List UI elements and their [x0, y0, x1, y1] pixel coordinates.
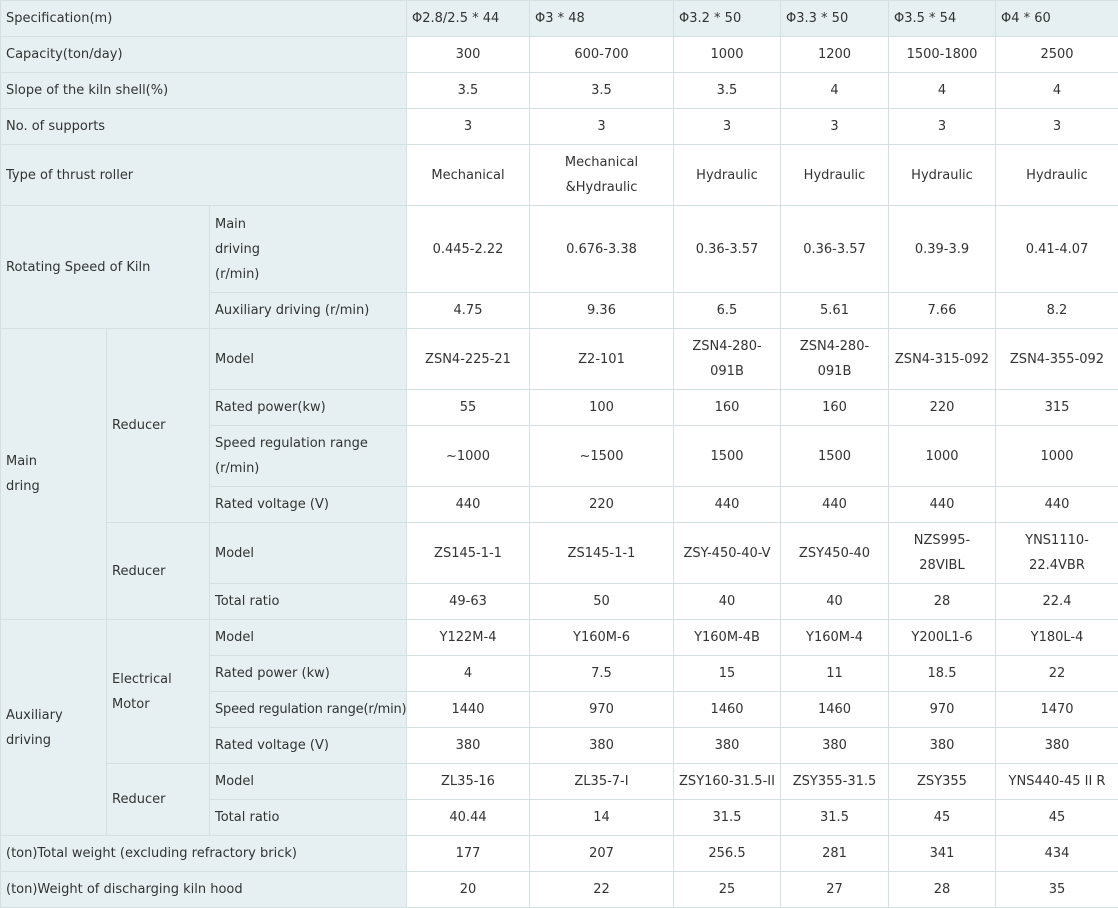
table-cell: 2500	[996, 37, 1118, 73]
cell-line: ZSY-450-40-V	[683, 546, 770, 561]
table-cell: 20	[407, 872, 530, 908]
row-label-slope: Slope of the kiln shell(%)	[1, 73, 407, 109]
table-cell: 380	[781, 728, 889, 764]
table-cell: Y122M-4	[407, 620, 530, 656]
table-cell: 7.66	[889, 293, 996, 329]
table-cell: 31.5	[674, 800, 781, 836]
table-cell	[889, 329, 996, 390]
table-cell: 1500	[781, 426, 889, 487]
table-cell: 1000	[996, 426, 1118, 487]
table-cell: 1460	[674, 692, 781, 728]
table-cell: 160	[781, 390, 889, 426]
table-cell: 31.5	[781, 800, 889, 836]
table-cell	[781, 329, 889, 390]
table-cell: 3	[889, 109, 996, 145]
table-cell: 440	[407, 487, 530, 523]
row-ad-motor-model	[1, 620, 1118, 656]
table-cell	[407, 329, 530, 390]
cell-line: ZSN4-315-092	[895, 352, 989, 367]
table-cell: 1500	[674, 426, 781, 487]
table-cell: 3	[781, 109, 889, 145]
table-cell: 380	[407, 728, 530, 764]
table-cell: 1000	[674, 37, 781, 73]
table-cell	[996, 145, 1118, 206]
group-label-main-dring	[1, 329, 107, 620]
table-cell: 0.39-3.9	[889, 206, 996, 293]
row-hood-weight	[1, 872, 1118, 908]
table-cell: ZSY355-31.5	[781, 764, 889, 800]
row-total-weight	[1, 836, 1118, 872]
cell-line: ZS145-1-1	[568, 546, 636, 561]
table-cell: 440	[996, 487, 1118, 523]
table-cell	[889, 145, 996, 206]
row-label-rated-voltage: Rated voltage (V)	[210, 728, 407, 764]
row-label-specification: Specification(m)	[1, 1, 407, 37]
table-cell: 3	[674, 109, 781, 145]
table-cell: 380	[530, 728, 674, 764]
table-cell: ZL35-16	[407, 764, 530, 800]
column-header: Φ4 * 60	[996, 1, 1118, 37]
row-label-speed-range: Speed regulation range(r/min)	[210, 692, 407, 728]
row-label-model: Model	[210, 620, 407, 656]
table-cell: 160	[674, 390, 781, 426]
row-supports	[1, 109, 1118, 145]
column-header: Φ3.3 * 50	[781, 1, 889, 37]
table-cell	[996, 329, 1118, 390]
table-cell: Y160M-6	[530, 620, 674, 656]
table-cell: 1200	[781, 37, 889, 73]
table-cell: 3	[996, 109, 1118, 145]
label-line: driving	[215, 242, 260, 257]
table-cell: YNS440-45 II R	[996, 764, 1118, 800]
row-label-model: Model	[210, 523, 407, 584]
table-cell: 3.5	[674, 73, 781, 109]
cell-line: ZSN4-280-	[800, 339, 869, 354]
subgroup-label-reducer: Reducer	[107, 329, 210, 523]
table-cell: 45	[889, 800, 996, 836]
label-line: Main	[215, 217, 246, 232]
cell-line: Hydraulic	[804, 168, 866, 183]
table-cell: ZSY355	[889, 764, 996, 800]
table-cell: 4	[889, 73, 996, 109]
row-label-hood-weight: (ton)Weight of discharging kiln hood	[1, 872, 407, 908]
row-md-reducer-model	[1, 523, 1118, 584]
label-line: Speed regulation range	[215, 436, 368, 451]
table-cell: 4	[996, 73, 1118, 109]
label-line: Motor	[112, 697, 150, 712]
table-cell	[674, 523, 781, 584]
cell-line: ZSN4-355-092	[1010, 352, 1104, 367]
row-label-total-weight: (ton)Total weight (excluding refractory brick)	[1, 836, 407, 872]
table-cell	[781, 145, 889, 206]
cell-line: Hydraulic	[1026, 168, 1088, 183]
table-cell: 100	[530, 390, 674, 426]
label-line: driving	[6, 733, 51, 748]
cell-line: ZSN4-225-21	[425, 352, 511, 367]
table-cell: 0.676-3.38	[530, 206, 674, 293]
row-label-model: Model	[210, 764, 407, 800]
table-cell: 315	[996, 390, 1118, 426]
table-cell: 49-63	[407, 584, 530, 620]
table-cell: 50	[530, 584, 674, 620]
table-cell: 35	[996, 872, 1118, 908]
table-cell: 970	[530, 692, 674, 728]
cell-line: ZSN4-280-	[692, 339, 761, 354]
column-header: Φ3 * 48	[530, 1, 674, 37]
table-cell: 25	[674, 872, 781, 908]
table-cell: 440	[674, 487, 781, 523]
table-cell	[889, 523, 996, 584]
row-label-speed-range	[210, 426, 407, 487]
row-thrust-roller	[1, 145, 1118, 206]
table-cell: 177	[407, 836, 530, 872]
table-cell: 970	[889, 692, 996, 728]
cell-line: 22.4VBR	[1029, 558, 1085, 573]
row-specification	[1, 1, 1118, 37]
row-label-capacity: Capacity(ton/day)	[1, 37, 407, 73]
table-cell: 14	[530, 800, 674, 836]
row-label-aux-driving: Auxiliary driving (r/min)	[210, 293, 407, 329]
row-label-supports: No. of supports	[1, 109, 407, 145]
table-cell: 281	[781, 836, 889, 872]
row-label-total-ratio: Total ratio	[210, 800, 407, 836]
row-label-rated-power: Rated power (kw)	[210, 656, 407, 692]
table-cell: 3.5	[530, 73, 674, 109]
table-cell: 220	[889, 390, 996, 426]
column-header: Φ3.2 * 50	[674, 1, 781, 37]
table-cell: 4.75	[407, 293, 530, 329]
table-cell: 15	[674, 656, 781, 692]
table-cell: Y180L-4	[996, 620, 1118, 656]
table-cell: 27	[781, 872, 889, 908]
cell-line: &Hydraulic	[566, 180, 638, 195]
table-cell	[781, 523, 889, 584]
table-cell	[674, 329, 781, 390]
label-line: Electrical	[112, 672, 172, 687]
row-label-thrust-roller: Type of thrust roller	[1, 145, 407, 206]
table-cell: 1460	[781, 692, 889, 728]
group-label-auxiliary-driving	[1, 620, 107, 836]
cell-line: YNS1110-	[1025, 533, 1089, 548]
table-cell: 6.5	[674, 293, 781, 329]
table-cell: 380	[674, 728, 781, 764]
row-label-rated-power: Rated power(kw)	[210, 390, 407, 426]
table-cell: 0.36-3.57	[674, 206, 781, 293]
table-cell: 28	[889, 872, 996, 908]
label-line: (r/min)	[215, 461, 259, 476]
cell-line: ZS145-1-1	[434, 546, 502, 561]
table-cell	[530, 523, 674, 584]
table-cell: ~1000	[407, 426, 530, 487]
row-capacity	[1, 37, 1118, 73]
table-cell: ZSY160-31.5-II	[674, 764, 781, 800]
table-cell: 1470	[996, 692, 1118, 728]
table-cell: 0.41-4.07	[996, 206, 1118, 293]
table-cell: Y160M-4B	[674, 620, 781, 656]
table-cell: 5.61	[781, 293, 889, 329]
table-cell: 256.5	[674, 836, 781, 872]
cell-line: 28VIBL	[919, 558, 964, 573]
table-cell: 1440	[407, 692, 530, 728]
table-cell: 8.2	[996, 293, 1118, 329]
row-label-total-ratio: Total ratio	[210, 584, 407, 620]
row-label-main-driving	[210, 206, 407, 293]
table-cell: 207	[530, 836, 674, 872]
column-header: Φ2.8/2.5 * 44	[407, 1, 530, 37]
row-label-model: Model	[210, 329, 407, 390]
cell-line: ZSY450-40	[799, 546, 870, 561]
subgroup-label-reducer: Reducer	[107, 764, 210, 836]
table-cell: 22	[996, 656, 1118, 692]
cell-line: Z2-101	[578, 352, 625, 367]
table-cell	[530, 329, 674, 390]
table-cell: 440	[889, 487, 996, 523]
column-header: Φ3.5 * 54	[889, 1, 996, 37]
table-cell: 4	[407, 656, 530, 692]
table-cell: 3.5	[407, 73, 530, 109]
table-cell	[674, 145, 781, 206]
table-cell	[530, 145, 674, 206]
table-cell: 434	[996, 836, 1118, 872]
row-slope	[1, 73, 1118, 109]
table-cell: 3	[530, 109, 674, 145]
table-cell: 4	[781, 73, 889, 109]
table-cell: 1500-1800	[889, 37, 996, 73]
table-cell	[407, 523, 530, 584]
label-line: Main	[6, 454, 37, 469]
table-cell: 0.36-3.57	[781, 206, 889, 293]
table-cell: 1000	[889, 426, 996, 487]
table-cell: 380	[996, 728, 1118, 764]
table-cell: 40	[674, 584, 781, 620]
table-cell: 0.445-2.22	[407, 206, 530, 293]
table-cell: 11	[781, 656, 889, 692]
table-cell: 55	[407, 390, 530, 426]
label-line: Auxiliary	[6, 708, 63, 723]
cell-line: 091B	[818, 364, 852, 379]
table-cell: 440	[781, 487, 889, 523]
table-cell: ZL35-7-I	[530, 764, 674, 800]
row-main-driving-speed	[1, 206, 1118, 293]
label-line: (r/min)	[215, 267, 259, 282]
table-cell: 380	[889, 728, 996, 764]
table-cell: 22.4	[996, 584, 1118, 620]
table-cell: ~1500	[530, 426, 674, 487]
table-cell: 300	[407, 37, 530, 73]
label-line: dring	[6, 479, 40, 494]
cell-line: Hydraulic	[911, 168, 973, 183]
table-cell: 18.5	[889, 656, 996, 692]
table-cell: 3	[407, 109, 530, 145]
cell-line: NZS995-	[914, 533, 970, 548]
table-cell	[996, 523, 1118, 584]
table-cell: Y200L1-6	[889, 620, 996, 656]
table-cell: 9.36	[530, 293, 674, 329]
group-label-rotating-speed: Rotating Speed of Kiln	[1, 206, 210, 329]
table-cell: 600-700	[530, 37, 674, 73]
table-cell: 40.44	[407, 800, 530, 836]
table-cell: Y160M-4	[781, 620, 889, 656]
subgroup-label-reducer: Reducer	[107, 523, 210, 620]
table-cell	[407, 145, 530, 206]
table-cell: 28	[889, 584, 996, 620]
table-cell: 7.5	[530, 656, 674, 692]
table-cell: 22	[530, 872, 674, 908]
cell-line: 091B	[710, 364, 744, 379]
row-ad-reducer-model	[1, 764, 1118, 800]
cell-line: Mechanical	[565, 155, 638, 170]
cell-line: Mechanical	[431, 168, 504, 183]
subgroup-label-electrical-motor	[107, 620, 210, 764]
row-md-motor-model	[1, 329, 1118, 390]
table-cell: 341	[889, 836, 996, 872]
table-cell: 45	[996, 800, 1118, 836]
table-cell: 220	[530, 487, 674, 523]
table-cell: 40	[781, 584, 889, 620]
cell-line: Hydraulic	[696, 168, 758, 183]
row-label-rated-voltage: Rated voltage (V)	[210, 487, 407, 523]
